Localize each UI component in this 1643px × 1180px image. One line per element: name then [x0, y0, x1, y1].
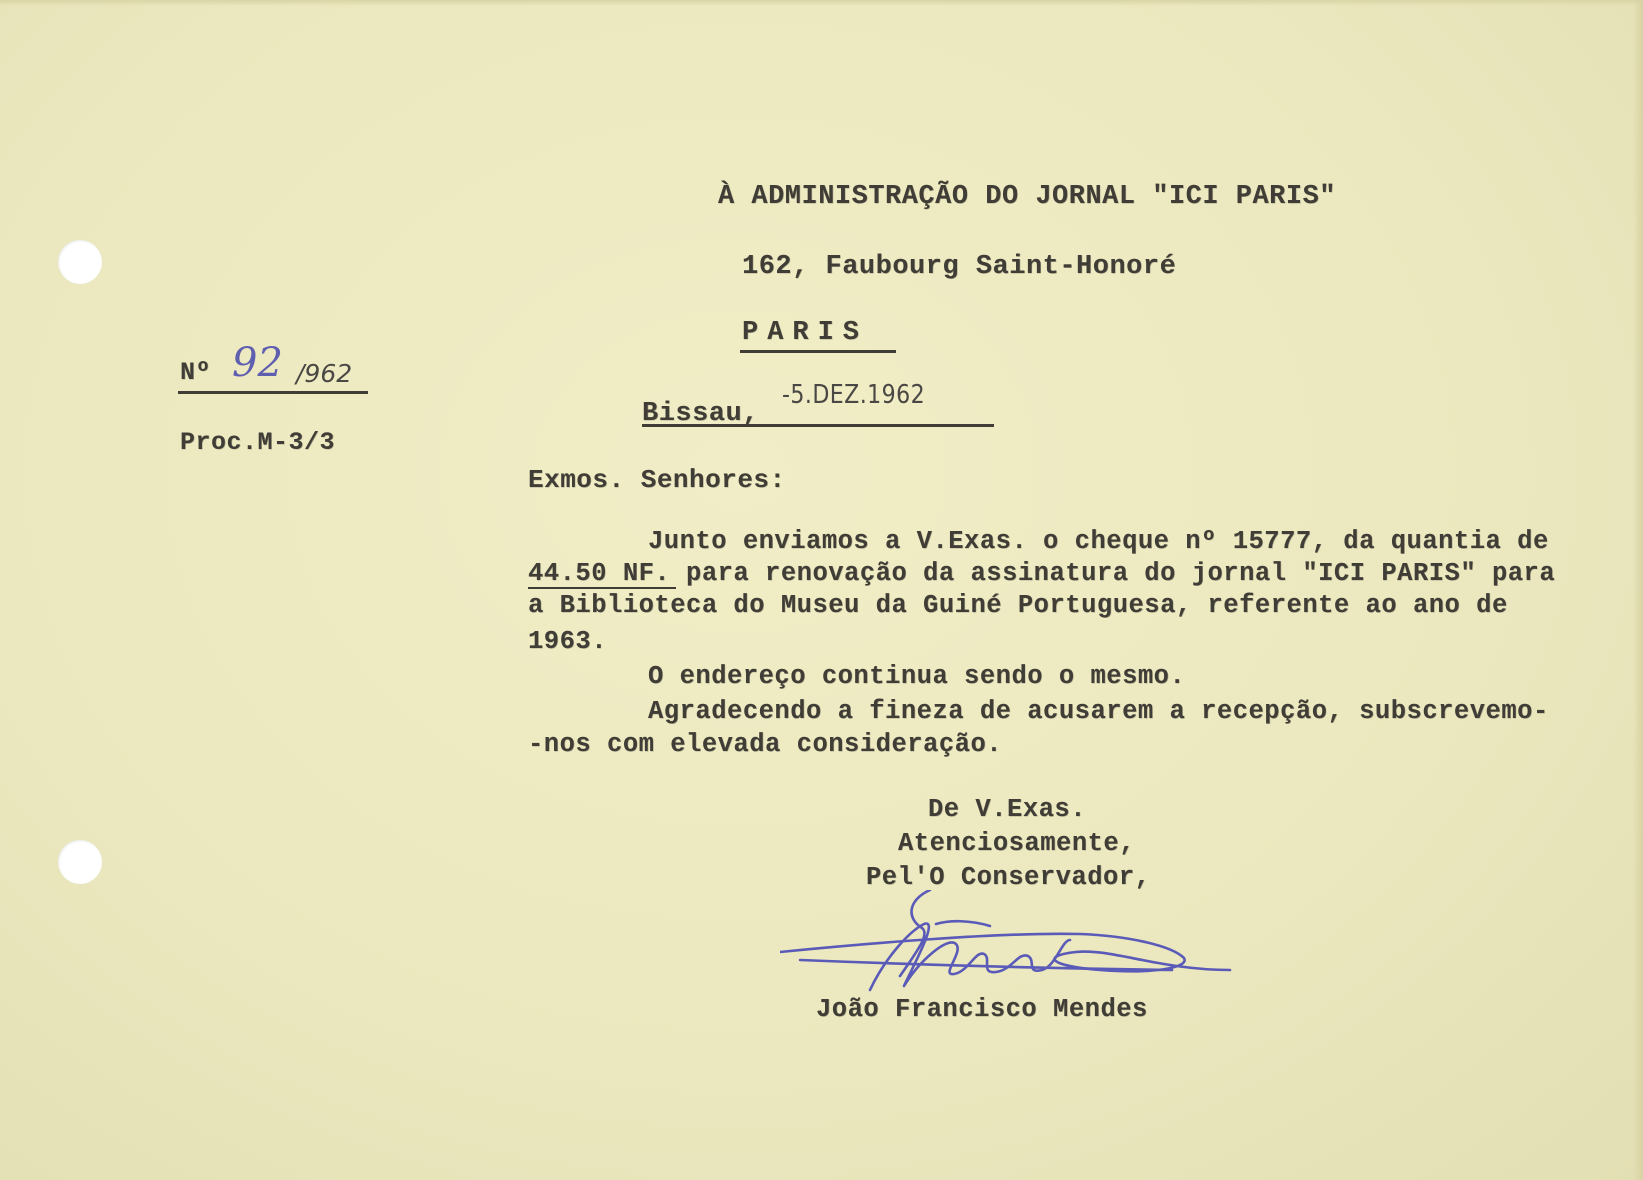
paper-top-edge	[0, 0, 1643, 6]
closing-line-2: Atenciosamente,	[898, 829, 1136, 858]
closing-line-3: Pel'O Conservador,	[866, 863, 1151, 892]
signature-strokes	[780, 890, 1230, 990]
city-underline	[740, 350, 896, 353]
reference-underline	[178, 391, 368, 394]
signer-name: João Francisco Mendes	[816, 995, 1148, 1024]
punch-hole-bottom	[58, 840, 102, 884]
amount-underline	[528, 587, 676, 589]
body-line: 1963.	[528, 627, 608, 656]
dateline-underline	[642, 424, 994, 427]
reference-number-prefix: Nº	[180, 358, 212, 387]
process-reference: Proc.M-3/3	[180, 428, 336, 457]
closing-line-1: De V.Exas.	[928, 795, 1087, 824]
date-stamp: -5.DEZ.1962	[782, 380, 926, 410]
body-line: Junto enviamos a V.Exas. o cheque nº 15777, da quantia de	[648, 527, 1549, 556]
recipient-line-2: 162, Faubourg Saint-Honoré	[742, 252, 1177, 282]
salutation: Exmos. Senhores:	[528, 465, 786, 495]
paper-right-edge	[1633, 0, 1643, 1180]
body-line: Agradecendo a fineza de acusarem a recepção, subscrevemo-	[648, 697, 1549, 726]
body-line: 44.50 NF. para renovação da assinatura do jornal "ICI PARIS" para	[528, 559, 1556, 588]
recipient-city: PARIS	[742, 318, 869, 348]
body-line: a Biblioteca do Museu da Guiné Portuguesa, referente ao ano de	[528, 591, 1508, 620]
recipient-line-1: À ADMINISTRAÇÃO DO JORNAL "ICI PARIS"	[718, 182, 1336, 212]
body-line: O endereço continua sendo o mesmo.	[648, 662, 1186, 691]
dateline-place: Bissau,	[642, 399, 759, 429]
body-line: -nos com elevada consideração.	[528, 730, 1003, 759]
reference-number-year: /962	[296, 359, 353, 388]
handwritten-signature	[780, 890, 1240, 1010]
punch-hole-top	[58, 240, 102, 284]
reference-number-handwritten: 92	[232, 340, 283, 386]
